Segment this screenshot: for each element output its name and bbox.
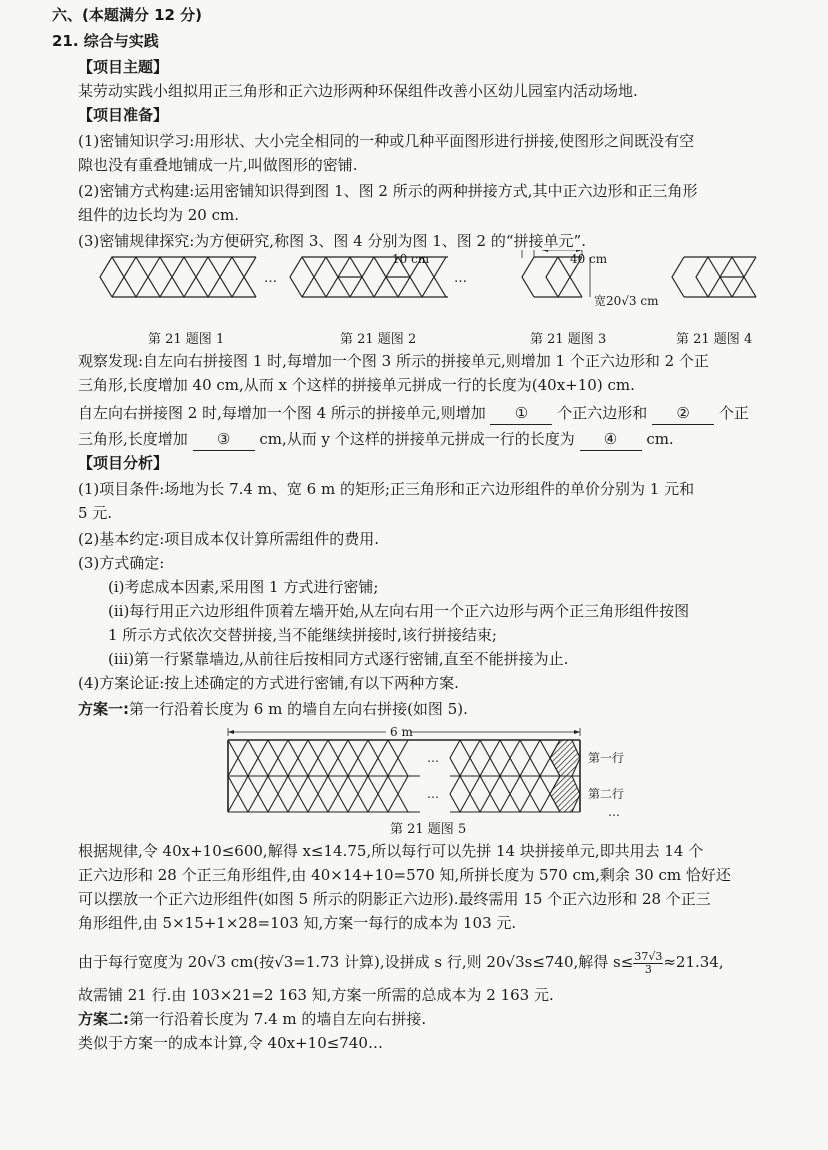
- section-header: 六、(本题满分 12 分): [52, 6, 203, 24]
- analysis-heading: 【项目分析】: [78, 454, 169, 472]
- plan1-calc-c: 可以摆放一个正六边形组件(如图 5 所示的阴影正六边形).最终需用 15 个正六边形和 28 个正三: [78, 890, 711, 908]
- fig1-caption: 第 21 题图 1: [148, 332, 225, 347]
- fig5-row2-label: 第二行: [588, 787, 625, 801]
- plan1-calc-a: 根据规律,令 40x+10≤600,解得 x≤14.75,所以每行可以先拼 14 块拼接单元,即共用去 14 个: [78, 842, 704, 860]
- dim-10cm: 10 cm: [392, 252, 430, 266]
- plan2-text: 第一行沿着长度为 7.4 m 的墙自左向右拼接.: [129, 1010, 427, 1028]
- dim-width: 宽20√3 cm: [594, 294, 659, 308]
- fig3-caption: 第 21 题图 3: [530, 332, 607, 347]
- fig2-ellipsis: …: [454, 271, 467, 286]
- fig5-ellipsis-row1: …: [427, 751, 439, 765]
- obs-2a: [78, 402, 749, 425]
- plan1-calc-b: 正六边形和 28 个正三角形组件,由 40×14+10=570 知,所拼长度为 570 cm,剩余 30 cm 恰好还: [78, 866, 731, 884]
- analysis-3: (3)方式确定:: [78, 554, 165, 572]
- analysis-1a: (1)项目条件:场地为长 7.4 m、宽 6 m 的矩形;正三角形和正六边形组件的单价分别为 1 元和: [78, 480, 695, 498]
- figures-1-4: [90, 250, 770, 330]
- obs-2b-post: cm.: [646, 430, 674, 448]
- prep-2b: 组件的边长均为 20 cm.: [78, 206, 240, 224]
- fig5-ellipsis-row2: …: [427, 787, 439, 801]
- answer-blank-3[interactable]: ③: [193, 428, 255, 451]
- obs-2a-mid: 个正六边形和: [557, 404, 648, 422]
- obs-2a-post: 个正: [718, 404, 749, 422]
- figure-1-tiling: [100, 257, 256, 297]
- obs-2a-pre: 自左向右拼接图 2 时,每增加一个图 4 所示的拼接单元,则增加: [78, 404, 486, 422]
- rows-calc-post: ≈21.34,: [663, 953, 724, 971]
- analysis-2: (2)基本约定:项目成本仅计算所需组件的费用.: [78, 530, 380, 548]
- plan1-calc-d: 角形组件,由 5×15+1×28=103 知,方案一每行的成本为 103 元.: [78, 914, 517, 932]
- fig5-more-rows: …: [608, 805, 620, 819]
- plan2-line: [78, 1008, 426, 1030]
- plan1-rows-b: 故需铺 21 行.由 103×21=2 163 知,方案一所需的总成本为 2 163 元.: [78, 986, 554, 1004]
- topic-text: 某劳动实践小组拟用正三角形和正六边形两种环保组件改善小区幼儿园室内活动场地.: [78, 82, 638, 100]
- analysis-3iii: (ⅲ)第一行紧靠墙边,从前往后按相同方式逐行密铺,直至不能拼接为止.: [108, 650, 569, 668]
- answer-blank-1[interactable]: ①: [490, 402, 552, 425]
- fig4-caption: 第 21 题图 4: [676, 332, 753, 347]
- obs-2b-pre: 三角形,长度增加: [78, 430, 188, 448]
- shaded-hexagon-row1: [550, 740, 580, 776]
- plan1-line: [78, 698, 468, 720]
- plan1-rows-a: [78, 948, 724, 976]
- analysis-1b: 5 元.: [78, 504, 113, 522]
- obs-1b: 三角形,长度增加 40 cm,从而 x 个这样的拼接单元拼成一行的长度为(40x+10) cm.: [78, 376, 635, 394]
- figure-4-unit: [672, 257, 756, 297]
- figure-5-plan: [220, 720, 640, 820]
- obs-1a: 观察发现:自左向右拼接图 1 时,每增加一个图 3 所示的拼接单元,则增加 1 个正六边形和 2 个正: [78, 352, 709, 370]
- rows-calc-pre: 由于每行宽度为 20√3 cm(按√3=1.73 计算),设拼成 s 行,则 20√3s≤740,解得 s≤: [78, 953, 634, 971]
- plan1-text: 第一行沿着长度为 6 m 的墙自左向右拼接(如图 5).: [129, 700, 468, 718]
- rows-fraction: [633, 951, 663, 976]
- shaded-hexagon-row2: [550, 776, 580, 812]
- prep-3: (3)密铺规律探究:为方便研究,称图 3、图 4 分别为图 1、图 2 的“拼接单元”.: [78, 232, 586, 250]
- answer-blank-4[interactable]: ④: [580, 428, 642, 451]
- prep-1a: (1)密铺知识学习:用形状、大小完全相同的一种或几种平面图形进行拼接,使图形之间既没有空: [78, 132, 695, 150]
- plan2-label: 方案二:: [78, 1010, 129, 1028]
- analysis-3ii-b: 1 所示方式依次交替拼接,当不能继续拼接时,该行拼接结束;: [108, 626, 497, 644]
- fig5-caption: 第 21 题图 5: [390, 822, 467, 837]
- prep-1b: 隙也没有重叠地铺成一片,叫做图形的密铺.: [78, 156, 358, 174]
- fig5-row1-label: 第一行: [588, 751, 625, 765]
- fig5-width-label: 6 m: [390, 725, 413, 739]
- answer-blank-2[interactable]: ②: [652, 402, 714, 425]
- last-line: 类似于方案一的成本计算,令 40x+10≤740…: [78, 1034, 383, 1052]
- analysis-4: (4)方案论证:按上述确定的方式进行密铺,有以下两种方案.: [78, 674, 459, 692]
- dim-40cm: 40 cm: [570, 252, 608, 266]
- fig2-caption: 第 21 题图 2: [340, 332, 417, 347]
- fig1-ellipsis: …: [264, 271, 277, 286]
- prep-2a: (2)密铺方式构建:运用密铺知识得到图 1、图 2 所示的两种拼接方式,其中正六边形和正三角形: [78, 182, 698, 200]
- obs-2b-mid: cm,从而 y 个这样的拼接单元拼成一行的长度为: [259, 430, 575, 448]
- analysis-3ii-a: (ⅱ)每行用正六边形组件顶着左墙开始,从左向右用一个正六边形与两个正三角形组件按图: [108, 602, 690, 620]
- analysis-3i: (ⅰ)考虑成本因素,采用图 1 方式进行密铺;: [108, 578, 379, 596]
- obs-2b: [78, 428, 674, 451]
- topic-heading: 【项目主题】: [78, 58, 169, 76]
- prep-heading: 【项目准备】: [78, 106, 169, 124]
- fraction-numerator: 37√3: [634, 949, 663, 963]
- question-title: 21. 综合与实践: [52, 32, 159, 50]
- plan1-label: 方案一:: [78, 700, 129, 718]
- fraction-denominator: 3: [644, 962, 652, 976]
